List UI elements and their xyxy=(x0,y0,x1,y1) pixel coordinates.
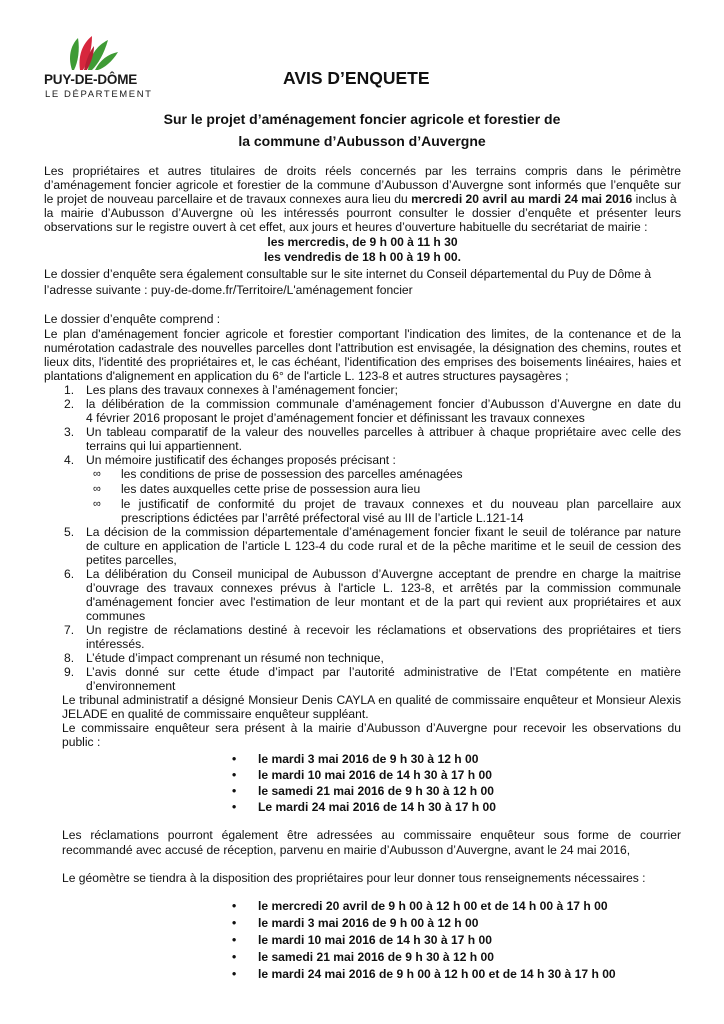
geometre-intro: Le géomètre se tiendra à la disposition des propriétaires pour leur donner tous renseignements nécessaires : xyxy=(62,871,646,885)
infinity-bullet-icon: ∞ xyxy=(93,468,101,480)
sub-item-3-line-2: prescriptions édictées par l’arrêté préfectoral visé au III de l’article L.121-14 xyxy=(121,511,524,525)
list-item-8: L’étude d’impact comprenant un résumé non technique, xyxy=(86,651,384,665)
infinity-bullet-icon: ∞ xyxy=(93,498,101,510)
geometre-date-3: le mardi 10 mai 2016 de 14 h 30 à 17 h 00 xyxy=(258,933,492,947)
bullet-icon: • xyxy=(232,752,237,766)
list-item-6-line-3: d'aménagement foncier avec l'estimation de leur montant et de la part qui revient aux propriétaires et aux xyxy=(86,595,681,609)
geometre-date-4: le samedi 21 mai 2016 de 9 h 30 à 12 h 00 xyxy=(258,950,494,964)
intro-line-4: la mairie d’Aubusson d’Auvergne où les intéressés pourront consulter le dossier d’enquête et présenter leurs xyxy=(44,206,681,220)
sub-item-1: les conditions de prise de possession des parcelles aménagées xyxy=(121,467,463,481)
dossier-line-3: lieux dits, l'identité des propriétaires et, le cas échéant, l'identification des emprises des boisements linéaires, haies et xyxy=(44,355,681,369)
subtitle-line-1: Sur le projet d’aménagement foncier agricole et forestier de xyxy=(163,111,561,127)
bullet-icon: • xyxy=(232,950,237,964)
list-item-2-line-2: 4 février 2016 proposant le projet d’aménagement foncier et définissant les travaux connexes xyxy=(86,411,585,425)
intro-line-3: le projet de nouveau parcellaire et de travaux connexes aura lieu du mercredi 20 avril au mardi 24 mai 2016 inclus à xyxy=(44,192,677,206)
bullet-icon: • xyxy=(232,967,237,981)
list-item-6-line-1: La délibération du Conseil municipal de Aubusson d’Auvergne acceptant de prendre en charge la maitrise xyxy=(86,567,681,581)
permanence-1: le mardi 3 mai 2016 de 9 h 30 à 12 h 00 xyxy=(258,752,479,766)
intro-line-5: observations sur le registre ouvert à cet effet, aux jours et heures d’ouverture habituelle du secrétariat de mairie : xyxy=(44,220,648,234)
sub-item-3-line-1: le justificatif de conformité du projet de travaux connexes et du nouveau plan parcellaire aux xyxy=(121,497,681,511)
list-item-7-line-2: intéressés. xyxy=(86,637,145,651)
bullet-icon: • xyxy=(232,800,237,814)
list-item-number: 8. xyxy=(64,651,75,665)
list-item-9-line-1: L’avis donné sur cette étude d’impact par l’autorité administrative de l’Etat compétente en matière xyxy=(86,665,681,679)
website-line-2: l’adresse suivante : puy-de-dome.fr/Territoire/L'aménagement foncier xyxy=(44,283,413,297)
dossier-line-2: numérotation cadastrale des nouvelles parcelles dont l'attribution est envisagée, la désignation des chemins, routes et xyxy=(44,341,681,355)
list-item-4: Un mémoire justificatif des échanges proposés précisant : xyxy=(86,453,396,467)
geometre-date-1: le mercredi 20 avril de 9 h 00 à 12 h 00 et de 14 h 00 à 17 h 00 xyxy=(258,899,608,913)
page-title: AVIS D’ENQUETE xyxy=(283,68,430,88)
logo-subtitle: LE DÉPARTEMENT xyxy=(45,89,153,100)
dossier-line-4: plantations d'alignement en application du 6° de l'article L. 123-8 et autres structures paysagères ; xyxy=(44,369,569,383)
list-item-1: Les plans des travaux connexes à l’aménagement foncier; xyxy=(86,383,398,397)
list-item-number: 7. xyxy=(64,623,75,637)
dossier-line-1: Le plan d'aménagement foncier agricole et forestier comportant l'indication des limites, de la contenance et de la xyxy=(44,327,681,341)
list-item-number: 1. xyxy=(64,383,75,397)
logo-name: PUY-DE-DÔME xyxy=(44,72,138,87)
dossier-intro: Le dossier d’enquête comprend : xyxy=(44,312,221,326)
list-item-6-line-2: d’ouvrage des travaux connexes prévus à l'article L. 123-8, et arrêtés par la commission communale xyxy=(86,581,681,595)
leaf-logo-icon xyxy=(64,32,122,72)
list-item-2-line-1: la délibération de la commission communale d’aménagement foncier d’Aubusson d’Auvergne en date du xyxy=(86,397,681,411)
infinity-bullet-icon: ∞ xyxy=(93,483,101,495)
list-item-7-line-1: Un registre de réclamations destiné à recevoir les réclamations et observations des propriétaires et tiers xyxy=(86,623,681,637)
reclamations-line-2: recommandé avec accusé de réception, parvenu en mairie d’Aubusson d’Auvergne, avant le 24 mai 2016, xyxy=(62,843,631,857)
geometre-date-2: le mardi 3 mai 2016 de 9 h 00 à 12 h 00 xyxy=(258,916,479,930)
list-item-number: 2. xyxy=(64,397,75,411)
permanence-4: Le mardi 24 mai 2016 de 14 h 30 à 17 h 00 xyxy=(258,800,496,814)
list-item-number: 6. xyxy=(64,567,75,581)
bullet-icon: • xyxy=(232,899,237,913)
list-item-6-line-4: communes xyxy=(86,609,146,623)
list-item-3-line-1: Un tableau comparatif de la valeur des nouvelles parcelles à attribuer à chaque propriétaire avec celle des xyxy=(86,425,681,439)
list-item-5-line-2: de culture en application de l’article L 123-4 du code rural et de la pêche maritime et le seuil de cession des xyxy=(86,539,681,553)
hours-wednesday: les mercredis, de 9 h 00 à 11 h 30 xyxy=(267,235,458,249)
list-item-number: 4. xyxy=(64,453,75,467)
list-item-5-line-1: La décision de la commission départementale d’aménagement foncier fixant le seuil de tolérance par nature xyxy=(86,525,681,539)
bullet-icon: • xyxy=(232,784,237,798)
list-item-5-line-3: petites parcelles, xyxy=(86,553,177,567)
bullet-icon: • xyxy=(232,768,237,782)
hours-friday: les vendredis de 18 h 00 à 19 h 00. xyxy=(264,250,461,264)
enquiry-dates: mercredi 20 avril au mardi 24 mai 2016 xyxy=(411,192,633,206)
website-line-1: Le dossier d’enquête sera également consultable sur le site internet du Conseil départemental du Puy de Dôme à xyxy=(44,267,652,281)
subtitle-line-2: la commune d’Aubusson d’Auvergne xyxy=(238,133,486,149)
tribunal-line-1: Le tribunal administratif a désigné Monsieur Denis CAYLA en qualité de commissaire enquêteur et Monsieur Alexis xyxy=(62,693,681,707)
intro-line-1: Les propriétaires et autres titulaires de droits réels concernés par les terrains compris dans le périmètre xyxy=(44,164,681,178)
sub-item-2: les dates auxquelles cette prise de possession aura lieu xyxy=(121,482,421,496)
commissaire-line-2: public : xyxy=(62,735,101,749)
bullet-icon: • xyxy=(232,916,237,930)
bullet-icon: • xyxy=(232,933,237,947)
permanence-2: le mardi 10 mai 2016 de 14 h 30 à 17 h 00 xyxy=(258,768,492,782)
list-item-3-line-2: terrains qui lui appartiennent. xyxy=(86,439,242,453)
permanence-3: le samedi 21 mai 2016 de 9 h 30 à 12 h 00 xyxy=(258,784,494,798)
geometre-date-5: le mardi 24 mai 2016 de 9 h 00 à 12 h 00 et de 14 h 30 à 17 h 00 xyxy=(258,967,616,981)
reclamations-line-1: Les réclamations pourront également être adressées au commissaire enquêteur sous forme de courrier xyxy=(62,828,681,842)
intro-line-2: d’aménagement foncier agricole et forestier de la commune d’Aubusson d’Auvergne sont informés que l’enquête sur xyxy=(44,178,681,192)
list-item-number: 3. xyxy=(64,425,75,439)
commissaire-line-1: Le commissaire enquêteur sera présent à la mairie d’Aubusson d’Auvergne pour recevoir les observations du xyxy=(62,721,681,735)
list-item-9-line-2: d’environnement xyxy=(86,679,176,693)
list-item-number: 9. xyxy=(64,665,75,679)
list-item-number: 5. xyxy=(64,525,75,539)
tribunal-line-2: JELADE en qualité de commissaire enquêteur suppléant. xyxy=(62,707,369,721)
